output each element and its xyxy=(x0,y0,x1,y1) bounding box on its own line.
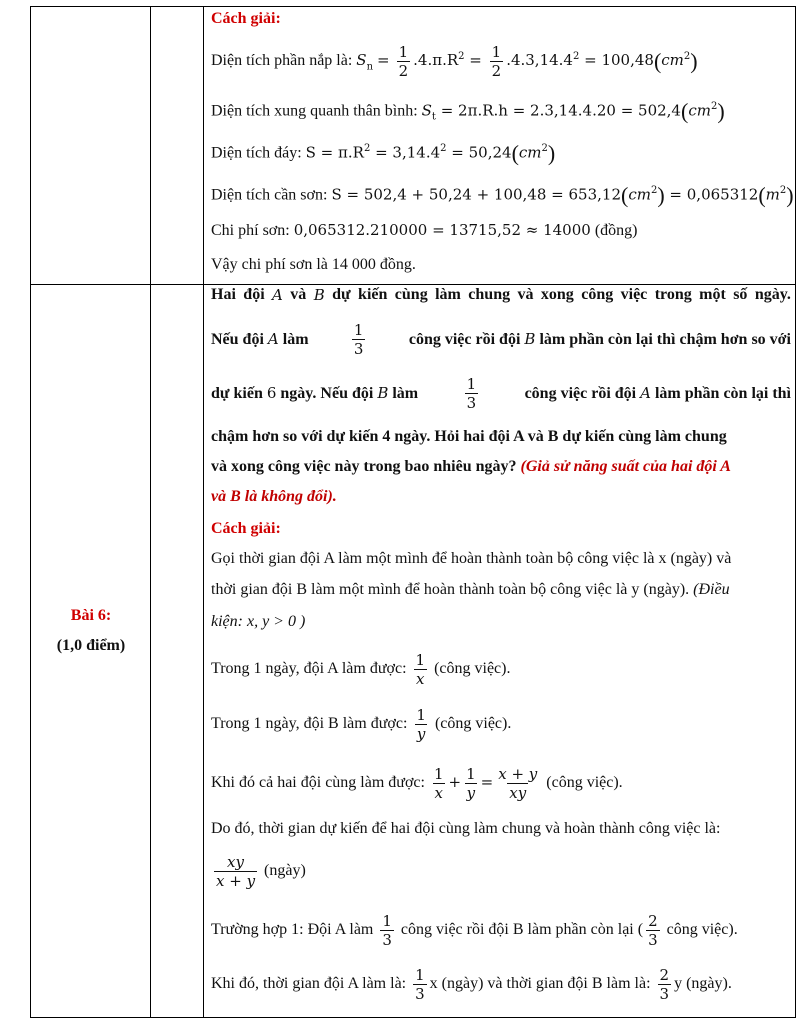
conclusion-line: Vậy chi phí sơn là 14 000 đồng. xyxy=(211,256,416,273)
solution-line-1: Gọi thời gian đội A làm một mình để hoàn thành toàn bộ công việc là x (ngày) và xyxy=(211,550,732,567)
solution-line-6: Khi đó cả hai đội cùng làm được: $\frac{1}{x}$ + $\frac{1}{y}$ = $\frac{x + y}{xy}$ (công việc). xyxy=(211,764,623,802)
answer-table xyxy=(30,6,796,1018)
problem-line-6: và B là không đổi). xyxy=(211,488,337,505)
solution-heading-2: Cách giải: xyxy=(211,520,281,537)
solution-line-7: Do đó, thời gian dự kiến để hai đội cùng làm chung và hoàn thành công việc là: xyxy=(211,820,721,837)
paint-area-line: Diện tích cần sơn: $S = 502,4 + 50,24 + 100,48 = 653,12(cm^2) = 0,065312(m^2)$ xyxy=(211,182,794,208)
side-area-line: Diện tích xung quanh thân bình: $S_t = 2\pi.R.h = 2.3,14.4.20 = 502,4(cm^2)$ xyxy=(211,98,725,124)
solution-line-9: Trường hợp 1: Đội A làm $\frac{1}{3}$ công việc rồi đội B làm phần còn lại ( $\frac{2}{3}$ công việc). xyxy=(211,911,738,949)
problem-line-5: và xong công việc này trong bao nhiêu ngày? (Giả sử năng suất của hai đội A xyxy=(211,458,731,475)
problem-line-3: dự kiến 6 ngày. Nếu đội B làm $\frac{1}{3}$ công việc rồi đội A làm phần còn lại thì xyxy=(211,375,791,412)
problem-number: Bài 6: xyxy=(70,607,112,624)
problem-line-4: chậm hơn so với dự kiến 4 ngày. Hỏi hai đội A và B dự kiến cùng làm chung xyxy=(211,428,727,445)
lid-area-line: Diện tích phần nắp là: $S_n$ = $\frac{1}{2}$ $.4.\pi.R^2$ = $\frac{1}{2}$ $.4.3,14.4^2 = 100,48(cm^2)$ xyxy=(211,43,698,80)
column-divider xyxy=(203,7,204,1017)
solution-line-10: Khi đó, thời gian đội A làm là: $\frac{1}{3}$ x (ngày) và thời gian đội B làm là: $\frac{2}{3}$ y (ngày). xyxy=(211,965,732,1003)
solution-line-3: kiện: x, y > 0 ) xyxy=(211,613,306,630)
solution-line-4: Trong 1 ngày, đội A làm được: $\frac{1}{x}$ (công việc). xyxy=(211,650,511,688)
solution-line-5: Trong 1 ngày, đội B làm được: $\frac{1}{y}$ (công việc). xyxy=(211,705,512,743)
solution-line-8: $\frac{xy}{x + y}$ (ngày) xyxy=(216,852,306,890)
paint-cost-line: Chi phí sơn: 0,065312.210000 = 13715,52 ≈ 14000 (đồng) xyxy=(211,221,638,239)
column-divider xyxy=(150,7,151,1017)
problem-points: (1,0 điểm) xyxy=(56,637,126,654)
solution-heading: Cách giải: xyxy=(211,10,281,27)
problem-line-2: Nếu đội A làm $\frac{1}{3}$ công việc rồi đội B làm phần còn lại thì chậm hơn so với xyxy=(211,321,791,358)
base-area-line: Diện tích đáy: $S = \pi.R^2 = 3,14.4^2 = 50,24(cm^2)$ xyxy=(211,140,556,166)
problem-line-1: Hai đội A và B dự kiến cùng làm chung và xong công việc trong một số ngày. xyxy=(211,286,791,304)
solution-line-2: thời gian đội B làm một mình để hoàn thành toàn bộ công việc là y (ngày). (Điều xyxy=(211,581,730,598)
